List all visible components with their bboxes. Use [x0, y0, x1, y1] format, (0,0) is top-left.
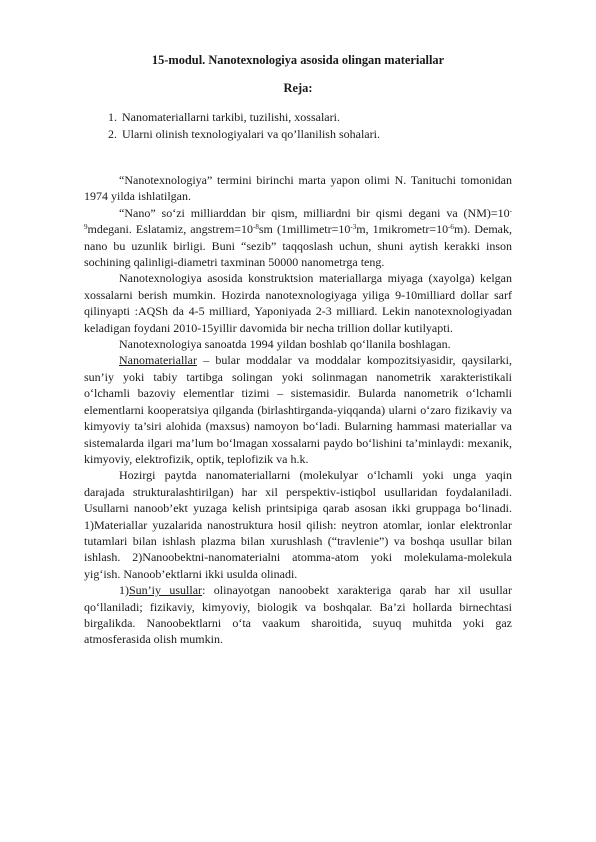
document-body — [84, 172, 512, 648]
plan-item: 2. Ularni olinish texnologiyalari va qo’llanilish sohalari. — [120, 126, 540, 143]
item-number: 1) — [119, 583, 129, 598]
paragraph-3: Nanotexnologiya asosida konstruktsion materiallarga miyaga (xayolga) kelgan xossalarni berish mumkin. Hozirda nanotexnologiyaga yiliga 9-10milliard dollar sarf qilinyapti :AQSh da 4-5 milliard, Yaponiyada 2-3 milliard. Lekin nanotexnologiyadan keladigan foydani 2010-15yillir davomida bir necha trillion dollar kutilyapti. — [84, 271, 512, 335]
text-run: “Nano” so‘zi milliarddan bir qism, milliardni bir qismi degani va (NM)=10 — [119, 205, 510, 220]
paragraph-6: Hozirgi paytda nanomateriallarni (molekulyar o‘lchamli yoki unga yaqin darajada strukturalashtirilgan) har xil perspektiv-istiqbol usullaridan foydalaniladi. Usullarni nanoob’ekt yuzaga kelish printsipiga qarab asosan ikki gruppaga bo‘linadi. 1)Materiallar yuzalarida nanostruktura hosil qilish: neytron atomlar, ionlar elektronlar tutamlari bilan ishlash plazma bilan xurushlash (“travlenie”) va boshqa usullar bilan ishlash. 2)Nanoobektni-nanomaterialni atomma-atom yoki molekulama-molekula yig‘ish. Nanoob’ektlarni ikki usulda olinadi. — [84, 468, 512, 581]
term-nanomateriallar: Nanomateriallar — [119, 353, 197, 368]
paragraph-7 — [84, 582, 512, 648]
text-run: : olinayotgan nanoobekt xarakteriga qarab har xil usullar qo‘llaniladi; fizikaviy, kimyoviy, biologik va boshqalar. Ba’zi hollarda birnechtasi birgalikda. Nanoobektlarni o‘ta vaakum sharoitida, suyuq muhitda yoki gaz atmosferasida olish mumkin. — [84, 583, 512, 647]
text-run: sm (1millimetr=10 — [258, 222, 351, 237]
plan-item: 1. Nanomateriallarni tarkibi, tuzilishi, xossalari. — [120, 109, 540, 126]
term-suniy-usullar: Sun’iy usullar — [129, 583, 203, 598]
text-run: mdegani. Eslatamiz, angstrem=10 — [87, 222, 254, 237]
text-run: m). Demak, nano bu uzunlik birligi. Buni “sezib” taqqoslash uchun, shuni aytish kerakki inson sochining qalinligi-diametri taxminan 50000 nanometrga teng. — [84, 222, 512, 270]
text-run: – bular moddalar va moddalar kompozitsiyasidir, qaysilarki, sun’iy yoki tabiy tartibga solingan yoki solinmagan nanometrik xarakteristikali o‘lchamli bazoviy elementlar tizimi – sistemasidir. Bularda nanometrik o‘lchamli elementlarni kooperatsiya qilganda (birlashtirganda-yiqqanda) ularni o‘zaro fizikaviy va kimyoviy ta’siri alohida (maxsus) namoyon bo‘ladi. Bularning hammasi materiallar va sistemalarda ilgari ma’lum bo‘lmagan xossalarni paydo bo‘lishini ta’minlaydi: mexanik, kimyoviy, elektrofizik, optik, teplofizik va h.k. — [84, 353, 512, 466]
document-title: 15-modul. Nanotexnologiya asosida olingan materiallar — [151, 53, 445, 67]
plan-list — [102, 109, 540, 143]
plan-heading: Reja: — [283, 81, 313, 95]
paragraph-4: Nanotexnologiya sanoatda 1994 yildan boshlab qo‘llanila boshlagan. — [119, 337, 451, 352]
paragraph-2 — [84, 205, 512, 271]
superscript: -9 — [84, 206, 512, 232]
paragraph-5 — [84, 352, 512, 467]
paragraph-1: “Nanotexnologiya” termini birinchi marta yapon olimi N. Tanituchi tomonidan 1974 yilda ishlatilgan. — [84, 173, 512, 204]
superscript: -8 — [253, 223, 259, 232]
superscript: -3 — [350, 223, 357, 232]
text-run: m, 1mikrometr=10 — [356, 222, 449, 237]
superscript: -6 — [448, 223, 454, 232]
